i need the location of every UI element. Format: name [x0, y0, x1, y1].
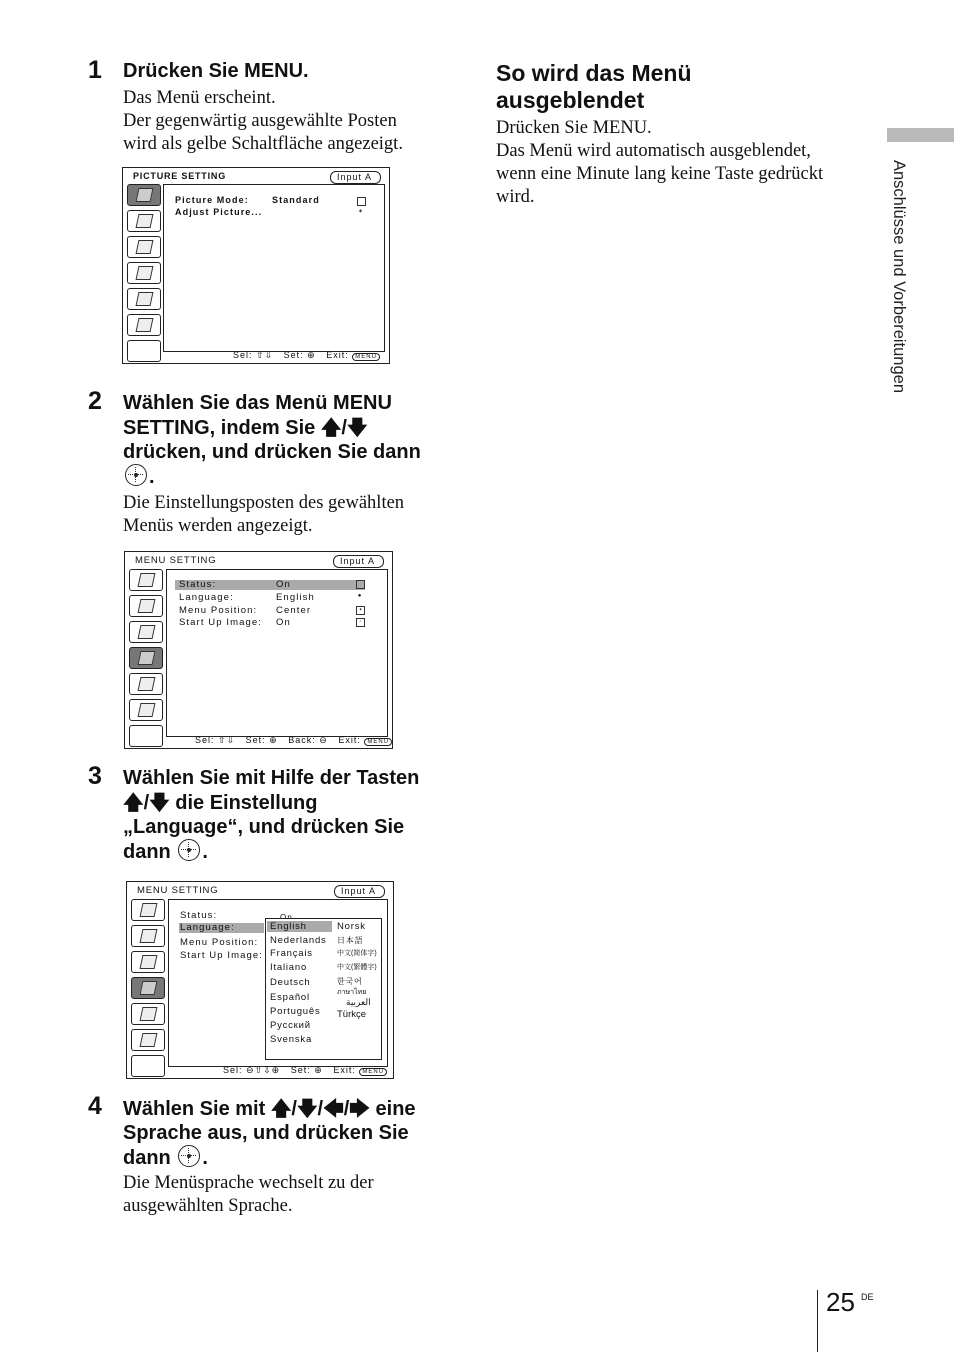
info-icon: [140, 1033, 158, 1047]
joystick-icon: ⊕: [314, 1065, 323, 1075]
setting-label: Status:: [180, 910, 218, 921]
settings-panel: [168, 899, 388, 1067]
setting-value: English: [276, 592, 315, 603]
step-2-heading-line: SETTING, indem Sie 🡅/🡇: [123, 415, 368, 439]
step-2-body: [123, 492, 404, 538]
input-badge-label: Input A: [336, 172, 372, 182]
step-4-heading: [123, 1096, 416, 1170]
language-option[interactable]: 한국어: [337, 977, 363, 986]
footer-set: Set:: [245, 735, 266, 745]
joystick-icon: [178, 839, 200, 861]
tab-information: [131, 1029, 165, 1051]
settings-panel: [166, 569, 388, 737]
step-2-heading-line: Wählen Sie das Menü MENU: [123, 392, 392, 414]
tab-installation: [131, 1003, 165, 1025]
picture-icon: [136, 188, 154, 202]
up-arrow-icon: 🡅: [123, 790, 144, 814]
joystick-icon: [125, 464, 147, 486]
tab-empty: [129, 725, 163, 747]
down-arrow-icon: 🡇: [346, 415, 368, 439]
picture-icon: [140, 903, 158, 917]
screen-title: PICTURE SETTING: [133, 171, 227, 181]
projector-icon: [140, 1007, 158, 1021]
input-badge: [330, 171, 381, 184]
menu-setting-screen: [124, 551, 393, 749]
step-3-number: 3: [88, 762, 102, 790]
step-3-heading-line: Wählen Sie mit Hilfe der Tasten: [123, 767, 420, 789]
tab-installation: [127, 288, 161, 310]
step-2-heading-line: .: [123, 464, 421, 489]
setting-label: Language:: [180, 922, 235, 933]
menu-tabs: [127, 184, 161, 366]
input-icon: [138, 625, 156, 639]
input-badge: [333, 555, 384, 568]
info-icon: [138, 703, 156, 717]
picture-setting-screen: [122, 167, 390, 364]
step-4-heading-line: Wählen Sie mit 🡅/🡇/🡄/🡆 eine: [123, 1096, 416, 1120]
footer-set: Set:: [290, 1065, 311, 1075]
left-icon: ⊖: [319, 735, 328, 745]
screen-title: MENU SETTING: [137, 885, 219, 896]
page-number-divider: [817, 1290, 818, 1352]
down-arrow-icon: 🡇: [296, 1096, 318, 1120]
projector-icon: [138, 677, 156, 691]
step-1-body-line: wird als gelbe Schaltfläche angezeigt.: [123, 134, 403, 154]
hide-menu-body: [496, 117, 823, 209]
language-option[interactable]: 日本語: [337, 936, 364, 945]
language-option[interactable]: Português: [270, 1006, 321, 1017]
status-icon: [356, 580, 365, 589]
step-4-heading-text: eine: [369, 1098, 416, 1120]
start-up-image-icon: ◦: [356, 618, 365, 627]
step-1-body: [123, 87, 403, 156]
setting-label: Start Up Image:: [179, 617, 263, 628]
footer-back: Back:: [288, 735, 316, 745]
signal-icon: [138, 599, 156, 613]
language-option[interactable]: Italiano: [270, 962, 308, 973]
signal-icon: [140, 929, 158, 943]
step-4-body: [123, 1172, 374, 1218]
step-2-body-line: Die Einstellungsposten des gewählten: [123, 493, 405, 513]
footer-exit: Exit:: [338, 735, 361, 745]
tab-picture-setting: [129, 569, 163, 591]
menu-key-icon: MENU: [352, 353, 380, 361]
hide-menu-body-line: wenn eine Minute lang keine Taste gedrückt: [496, 164, 824, 184]
setting-label: Picture Mode:: [175, 195, 249, 205]
step-4-number: 4: [88, 1092, 102, 1120]
step-2-body-line: Menüs werden angezeigt.: [123, 516, 313, 536]
projector-icon: [136, 292, 154, 306]
language-option[interactable]: Norsk: [337, 921, 366, 932]
joystick-icon: [178, 1145, 200, 1167]
down-arrow-icon: 🡇: [149, 790, 170, 814]
language-option-selected[interactable]: English: [267, 921, 332, 932]
picture-icon: [138, 573, 156, 587]
step-1-number: 1: [88, 56, 102, 84]
step-1-heading-line: Drücken Sie MENU.: [123, 60, 309, 82]
tab-adjust-signal: [129, 595, 163, 617]
step-3-heading-line: 🡅/🡇 die Einstellung: [123, 790, 318, 814]
step-2-heading-text: SETTING, indem Sie: [123, 417, 321, 439]
four-arrow-icon: ⊖⇧⇩⊕: [246, 1065, 281, 1075]
input-badge-label: Input A: [340, 886, 376, 896]
tab-installation: [129, 673, 163, 695]
right-arrow-icon: 🡆: [349, 1096, 370, 1120]
screen-footer: [195, 735, 392, 746]
tab-picture-setting: [127, 184, 161, 206]
language-option[interactable]: العربية: [346, 997, 371, 1007]
language-option[interactable]: 中文(繁體字): [337, 964, 377, 971]
footer-sel: Sel:: [223, 1065, 243, 1075]
menu-icon: [140, 981, 158, 995]
hide-menu-heading-line: ausgeblendet: [496, 87, 645, 113]
tab-input-setting: [129, 621, 163, 643]
setting-value: Standard: [272, 195, 320, 205]
page-language-code: DE: [861, 1292, 874, 1302]
hide-menu-body-line: Drücken Sie MENU.: [496, 118, 652, 138]
step-3-heading-text: die Einstellung: [169, 792, 318, 814]
tab-empty: [131, 1055, 165, 1077]
step-1-body-line: Der gegenwärtig ausgewählte Posten: [123, 111, 397, 131]
language-option[interactable]: 中文(简体字): [337, 950, 377, 957]
footer-sel: Sel:: [233, 350, 253, 360]
setting-value: Center: [276, 605, 312, 616]
picture-mode-icon: [357, 197, 366, 206]
step-3-heading: [123, 766, 419, 864]
tab-input-setting: [131, 951, 165, 973]
setting-label: Language:: [179, 592, 234, 603]
up-arrow-icon: 🡅: [320, 415, 342, 439]
setting-label: Menu Position:: [179, 605, 258, 616]
language-option[interactable]: Русский: [270, 1020, 311, 1031]
step-3-heading-text: dann: [123, 841, 177, 863]
language-option[interactable]: Español: [270, 992, 310, 1003]
input-badge: [334, 885, 385, 898]
hide-menu-body-line: Das Menü wird automatisch ausgeblendet,: [496, 141, 811, 161]
adjust-icon: ✶: [357, 209, 364, 215]
input-badge-label: Input A: [339, 556, 375, 566]
step-4-heading-line: dann .: [123, 1147, 208, 1169]
step-3-heading-line: dann .: [123, 841, 208, 863]
language-list: [265, 918, 382, 1060]
tab-menu-setting: [129, 647, 163, 669]
language-icon: ●: [357, 593, 362, 599]
section-tab-marker: [887, 128, 954, 142]
tab-information: [127, 314, 161, 336]
menu-icon: [138, 651, 156, 665]
step-4-heading-line: Sprache aus, und drücken Sie: [123, 1122, 409, 1144]
footer-exit: Exit:: [326, 350, 349, 360]
tab-input-setting: [127, 236, 161, 258]
screen-footer: [223, 1065, 387, 1076]
tab-menu-setting: [131, 977, 165, 999]
language-select-screen: [126, 881, 394, 1079]
menu-tabs: [131, 899, 165, 1081]
joystick-icon: ⊕: [307, 350, 316, 360]
up-arrow-icon: 🡅: [270, 1096, 292, 1120]
language-option[interactable]: Svenska: [270, 1034, 313, 1045]
setting-label: Menu Position:: [180, 937, 259, 948]
menu-position-icon: ▪: [356, 606, 365, 615]
hide-menu-heading: [496, 60, 692, 114]
hide-menu-body-line: wird.: [496, 187, 535, 207]
menu-tabs: [129, 569, 163, 751]
left-arrow-icon: 🡄: [323, 1096, 344, 1120]
footer-exit: Exit:: [333, 1065, 356, 1075]
setting-value: On: [276, 617, 291, 628]
setting-label: Start Up Image:: [180, 950, 264, 961]
step-4-heading-text: Wählen Sie mit: [123, 1098, 271, 1120]
step-4-body-line: Die Menüsprache wechselt zu der: [123, 1173, 374, 1193]
setting-value: On: [276, 579, 291, 590]
footer-sel: Sel:: [195, 735, 215, 745]
step-2-heading-line: drücken, und drücken Sie dann: [123, 441, 421, 463]
screen-title: MENU SETTING: [135, 555, 217, 566]
hide-menu-heading-line: So wird das Menü: [496, 60, 692, 86]
tab-picture-setting: [131, 899, 165, 921]
step-3-heading-line: „Language“, und drücken Sie: [123, 816, 405, 838]
joystick-icon: ⊕: [269, 735, 278, 745]
info-icon: [136, 318, 154, 332]
tab-information: [129, 699, 163, 721]
language-option[interactable]: Türkçe: [337, 1009, 367, 1020]
language-option[interactable]: Français: [270, 948, 313, 959]
up-down-icon: ⇧⇩: [256, 350, 274, 360]
tab-menu-setting: [127, 262, 161, 284]
input-icon: [140, 955, 158, 969]
menu-key-icon: MENU: [359, 1068, 387, 1076]
settings-panel: [163, 184, 385, 352]
page-number: 25: [826, 1287, 855, 1317]
tab-adjust-signal: [131, 925, 165, 947]
step-1-body-line: Das Menü erscheint.: [123, 88, 276, 108]
language-option[interactable]: Nederlands: [270, 935, 327, 946]
up-down-icon: ⇧⇩: [218, 735, 236, 745]
step-2-heading: [123, 391, 421, 489]
tab-adjust-signal: [127, 210, 161, 232]
tab-empty: [127, 340, 161, 362]
footer-set: Set:: [283, 350, 304, 360]
step-1-heading: [123, 59, 309, 83]
language-option[interactable]: ภาษาไทย: [337, 989, 367, 996]
step-4-heading-text: dann: [123, 1147, 177, 1169]
setting-label: Adjust Picture...: [175, 207, 263, 217]
input-icon: [136, 240, 154, 254]
section-side-title: Anschlüsse und Vorbereitungen: [890, 160, 908, 393]
step-2-number: 2: [88, 387, 102, 415]
screen-footer: [233, 350, 380, 361]
menu-key-icon: MENU: [364, 738, 392, 746]
menu-icon: [136, 266, 154, 280]
setting-label: Status:: [179, 579, 217, 590]
step-4-body-line: ausgewählten Sprache.: [123, 1196, 293, 1216]
language-option[interactable]: Deutsch: [270, 977, 311, 988]
signal-icon: [136, 214, 154, 228]
